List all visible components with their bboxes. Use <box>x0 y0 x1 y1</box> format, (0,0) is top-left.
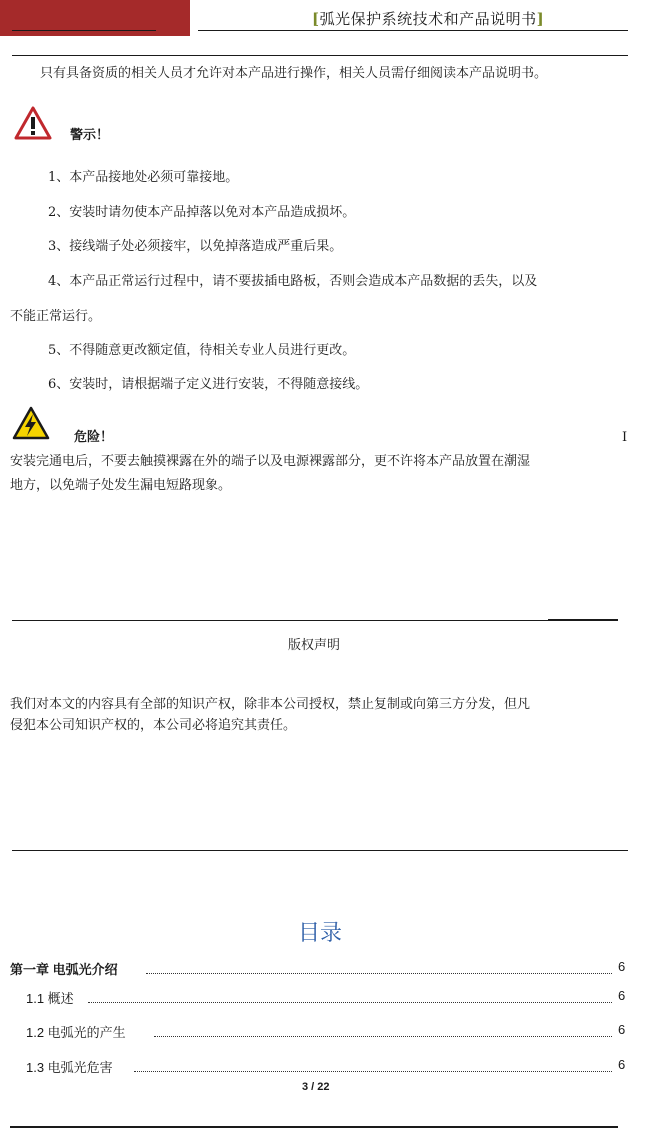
danger-heading: 危险！ <box>74 430 114 445</box>
toc-entry-page: 6 <box>618 959 626 974</box>
toc-entry-page: 6 <box>618 1022 626 1037</box>
danger-text-line-1: 安装完通电后，不要去触摸裸露在外的端子以及电源裸露部分，更不许将本产品放置在潮湿 <box>10 454 531 469</box>
toc-entry-1-2[interactable] <box>26 1022 628 1042</box>
toc-entry-page: 6 <box>618 1057 626 1072</box>
toc-leader <box>154 1035 612 1037</box>
intro-text: 只有具备资质的相关人员才允许对本产品进行操作，相关人员需仔细阅读本产品说明书。 <box>40 66 548 81</box>
toc-entry-1-1[interactable] <box>26 988 628 1008</box>
toc-leader <box>134 1070 612 1072</box>
toc-entry-label: 1.1 概述 <box>26 991 74 1006</box>
warning-icon <box>14 106 52 140</box>
copyright-bottom-rule <box>12 850 628 851</box>
warning-item-2: 2、安装时请勿使本产品掉落以免对本产品造成损坏。 <box>48 205 356 220</box>
toc-entry-label: 第一章 电弧光介绍 <box>10 962 118 977</box>
warning-item-4-cont: 不能正常运行。 <box>10 309 102 324</box>
footer-rule <box>10 1126 618 1128</box>
copyright-top-rule-accent <box>548 619 618 621</box>
toc-entry-label: 1.3 电弧光危害 <box>26 1060 113 1075</box>
toc-entry-label: 1.2 电弧光的产生 <box>26 1025 126 1040</box>
header-left-rule <box>12 30 156 31</box>
copyright-top-rule <box>12 620 618 621</box>
document-title-text: 弧光保护系统技术和产品说明书 <box>319 10 537 28</box>
toc-entry-chapter-1[interactable] <box>10 959 628 979</box>
warning-item-6: 6、安装时，请根据端子定义进行安装，不得随意接线。 <box>48 377 369 392</box>
copyright-text-line-1: 我们对本文的内容具有全部的知识产权，除非本公司授权，禁止复制或向第三方分发，但凡 <box>10 697 531 712</box>
toc-entry-page: 6 <box>618 988 626 1003</box>
document-title: [弧光保护系统技术和产品说明书] <box>312 10 545 28</box>
toc-leader <box>88 1001 612 1003</box>
toc-title: 目录 <box>298 921 343 946</box>
copyright-title: 版权声明 <box>288 638 341 653</box>
high-voltage-icon <box>12 406 50 440</box>
copyright-text-line-2: 侵犯本公司知识产权的，本公司必将追究其责任。 <box>10 718 297 733</box>
toc-leader <box>146 972 612 974</box>
page-number: 3 / 22 <box>302 1081 330 1093</box>
warning-heading: 警示！ <box>70 128 110 143</box>
warning-item-4: 4、本产品正常运行过程中，请不要拔插电路板，否则会造成本产品数据的丢失，以及 <box>48 274 538 289</box>
top-divider <box>12 55 628 56</box>
header-rule <box>198 30 628 31</box>
danger-marker: I <box>622 430 628 445</box>
danger-text-line-2: 地方，以免端子处发生漏电短路现象。 <box>10 478 232 493</box>
warning-item-3: 3、接线端子处必须接牢，以免掉落造成严重后果。 <box>48 239 343 254</box>
warning-item-1: 1、本产品接地处必须可靠接地。 <box>48 170 239 185</box>
warning-item-5: 5、不得随意更改额定值，待相关专业人员进行更改。 <box>48 343 356 358</box>
toc-entry-1-3[interactable] <box>26 1057 628 1077</box>
